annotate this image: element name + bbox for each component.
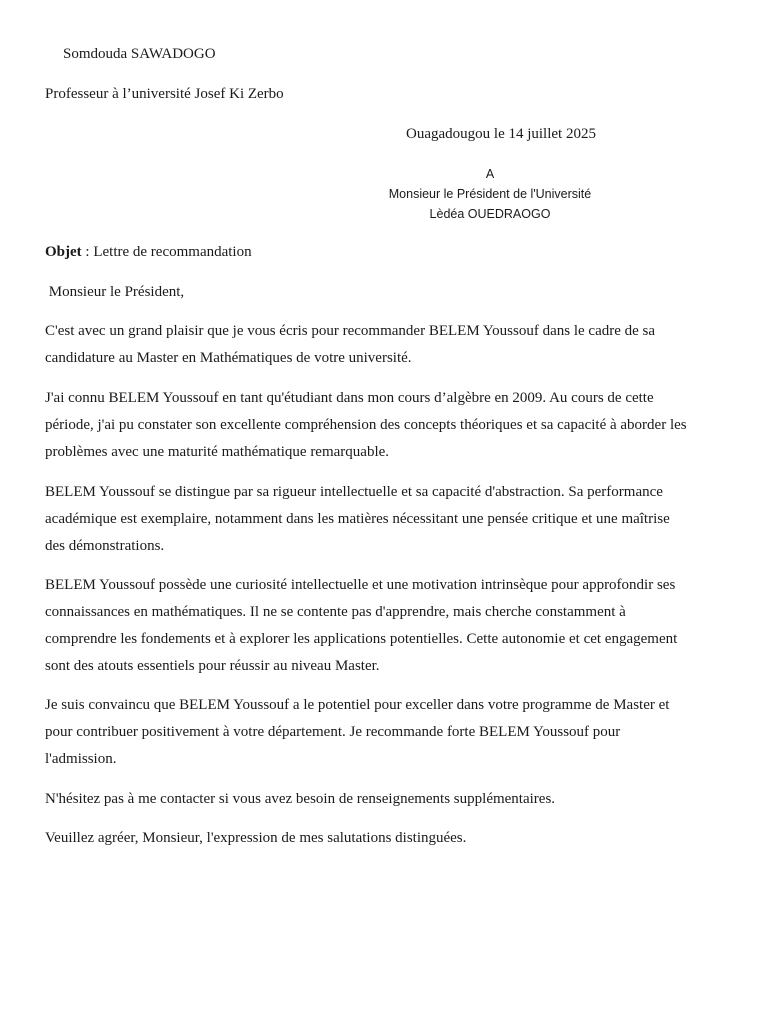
object-label: Objet <box>45 244 82 260</box>
paragraph-line: N'hésitez pas à me contacter si vous avez besoin de renseignements supplémentaires. <box>45 791 556 807</box>
object-text: : Lettre de recommandation <box>81 244 252 260</box>
place-date: Ouagadougou le 14 juillet 2025 <box>406 126 596 142</box>
recipient-block <box>370 164 610 224</box>
paragraph-line: BELEM Youssouf se distingue par sa rigueur intellectuelle et sa capacité d'abstraction. Sa performance <box>45 484 663 500</box>
paragraph-line: connaissances en mathématiques. Il ne se contente pas d'apprendre, mais cherche constamment à <box>45 604 626 620</box>
object-line <box>45 244 252 261</box>
paragraph-line: l'admission. <box>45 751 117 767</box>
paragraph-line: comprendre les fondements et à explorer les applications potentielles. Cette autonomie et cet engagement <box>45 631 678 647</box>
paragraph-line: sont des atouts essentiels pour réussir au niveau Master. <box>45 658 380 674</box>
paragraph-2 <box>45 385 705 466</box>
paragraph-line: C'est avec un grand plaisir que je vous écris pour recommander BELEM Youssouf dans le cadre de sa <box>45 323 656 339</box>
paragraph-line: Veuillez agréer, Monsieur, l'expression de mes salutations distinguées. <box>45 830 467 846</box>
paragraph-line: J'ai connu BELEM Youssouf en tant qu'étudiant dans mon cours d’algèbre en 2009. Au cours de cette <box>45 390 654 406</box>
paragraph-line: problèmes avec une maturité mathématique remarquable. <box>45 444 390 460</box>
closing-formula <box>45 825 705 852</box>
recipient-line-1: Monsieur le Président de l'Université <box>388 187 592 201</box>
salutation: Monsieur le Président, <box>45 284 185 300</box>
recipient-line-2: Lèdéa OUEDRAOGO <box>429 207 551 221</box>
paragraph-line: académique est exemplaire, notamment dans les matières nécessitant une pensée critique et une maîtrise <box>45 511 670 527</box>
paragraph-4 <box>45 572 705 680</box>
paragraph-6 <box>45 786 705 813</box>
paragraph-line: des démonstrations. <box>45 538 165 554</box>
paragraph-line: candidature au Master en Mathématiques de votre université. <box>45 350 412 366</box>
paragraph-1 <box>45 318 705 372</box>
paragraph-5 <box>45 692 705 773</box>
paragraph-line: période, j'ai pu constater son excellente compréhension des concepts théoriques et sa capacité à aborder les <box>45 417 687 433</box>
sender-title: Professeur à l’université Josef Ki Zerbo <box>45 86 284 102</box>
paragraph-line: BELEM Youssouf possède une curiosité intellectuelle et une motivation intrinsèque pour approfondir ses <box>45 577 676 593</box>
sender-name: Somdouda SAWADOGO <box>63 46 216 62</box>
paragraph-line: pour contribuer positivement à votre département. Je recommande forte BELEM Youssouf pour <box>45 724 621 740</box>
recipient-prefix: A <box>485 167 495 181</box>
paragraph-3 <box>45 479 705 560</box>
paragraph-line: Je suis convaincu que BELEM Youssouf a le potentiel pour exceller dans votre programme de Master et <box>45 697 670 713</box>
